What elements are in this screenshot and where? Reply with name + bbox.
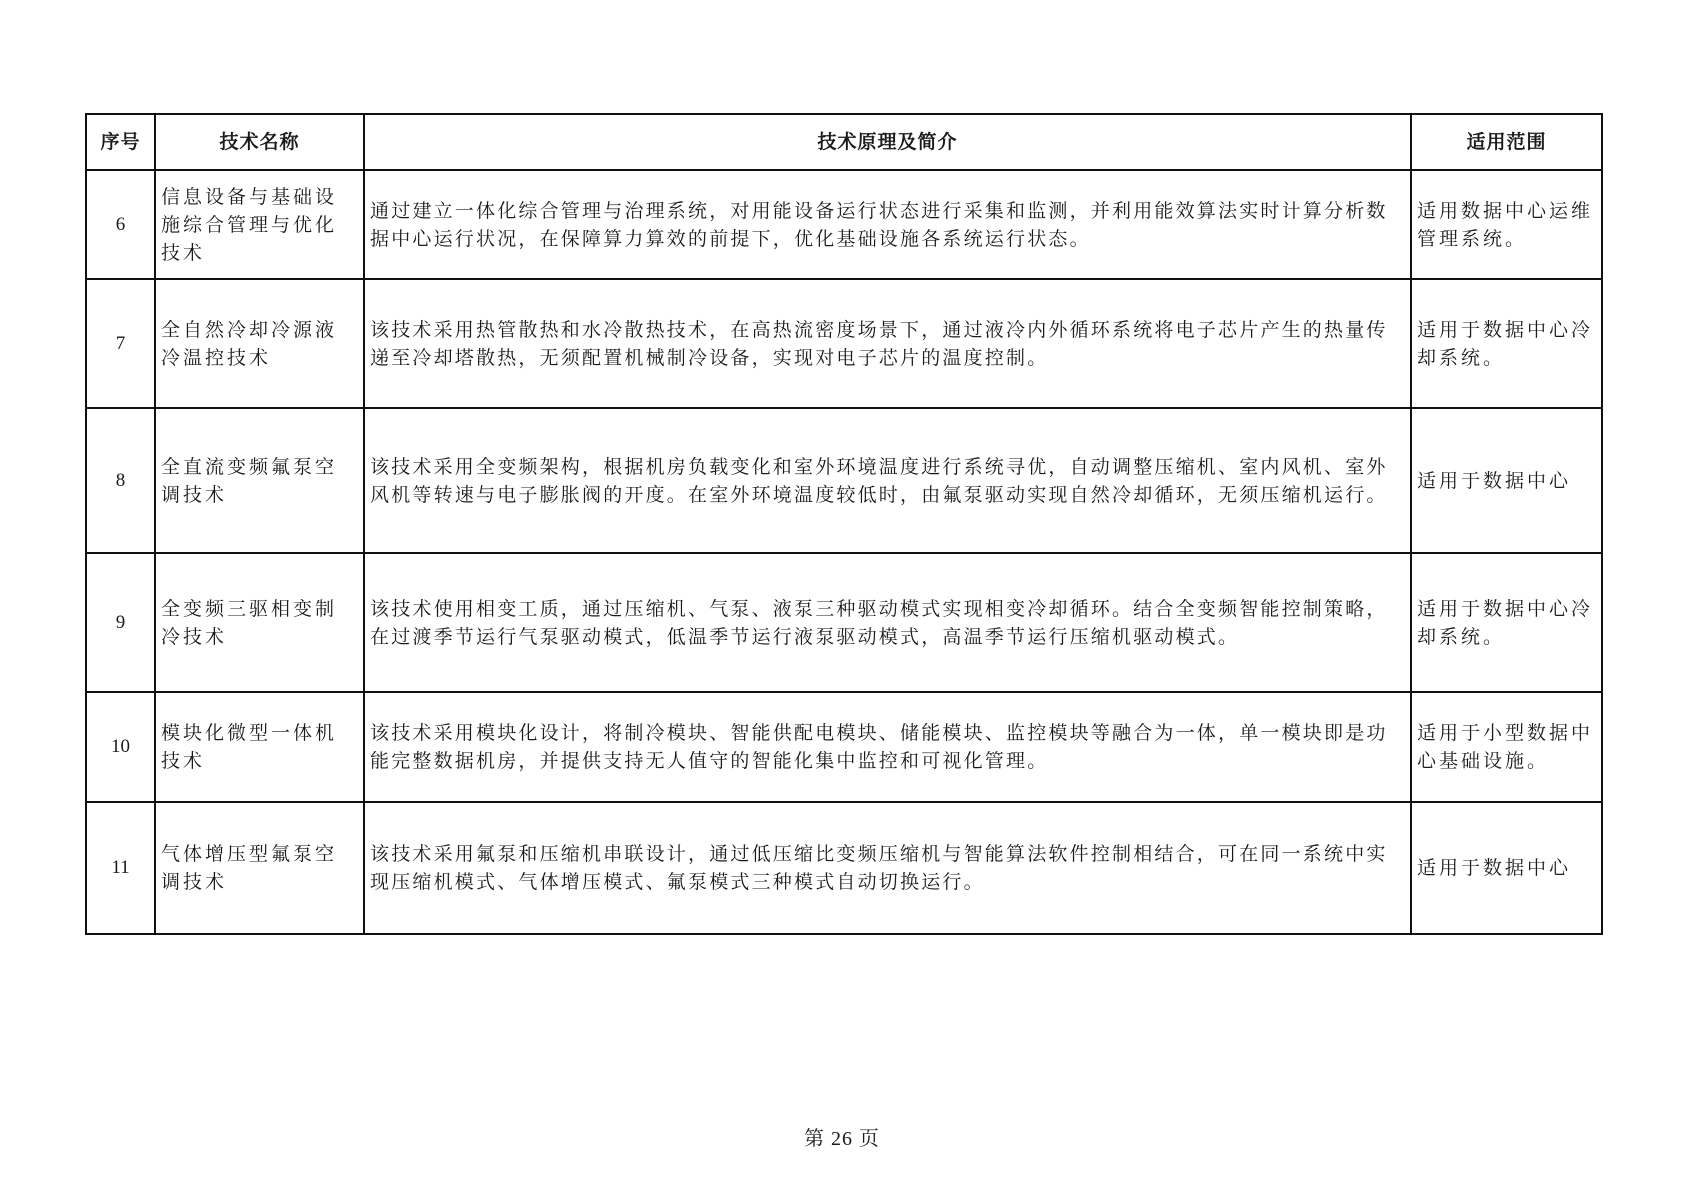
- row-description: 该技术使用相变工质，通过压缩机、气泵、液泵三种驱动模式实现相变冷却循环。结合全变频智能控制策略，在过渡季节运行气泵驱动模式，低温季节运行液泵驱动模式，高温季节运行压缩机驱动模式。: [364, 553, 1411, 692]
- row-applicable-scope: 适用于数据中心冷却系统。: [1411, 279, 1602, 408]
- row-applicable-scope: 适用于数据中心冷却系统。: [1411, 553, 1602, 692]
- row-serial-number: 7: [86, 279, 155, 408]
- technology-table: [85, 113, 1603, 935]
- table-header-row: [86, 114, 1602, 170]
- row-serial-number: 6: [86, 170, 155, 279]
- table-row: [86, 279, 1602, 408]
- row-serial-number: 11: [86, 802, 155, 934]
- row-technology-name: 全自然冷却冷源液冷温控技术: [155, 279, 364, 408]
- row-technology-name: 模块化微型一体机技术: [155, 692, 364, 802]
- row-applicable-scope: 适用于小型数据中心基础设施。: [1411, 692, 1602, 802]
- row-description: 该技术采用模块化设计，将制冷模块、智能供配电模块、储能模块、监控模块等融合为一体，单一模块即是功能完整数据机房，并提供支持无人值守的智能化集中监控和可视化管理。: [364, 692, 1411, 802]
- header-principle-description: 技术原理及简介: [364, 114, 1411, 170]
- row-applicable-scope: 适用数据中心运维管理系统。: [1411, 170, 1602, 279]
- table-row: [86, 553, 1602, 692]
- row-technology-name: 气体增压型氟泵空调技术: [155, 802, 364, 934]
- row-serial-number: 10: [86, 692, 155, 802]
- row-serial-number: 8: [86, 408, 155, 553]
- row-description: 该技术采用全变频架构，根据机房负载变化和室外环境温度进行系统寻优，自动调整压缩机、室内风机、室外风机等转速与电子膨胀阀的开度。在室外环境温度较低时，由氟泵驱动实现自然冷却循环，无须压缩机运行。: [364, 408, 1411, 553]
- header-applicable-scope: 适用范围: [1411, 114, 1602, 170]
- row-description: 该技术采用热管散热和水冷散热技术，在高热流密度场景下，通过液冷内外循环系统将电子芯片产生的热量传递至冷却塔散热，无须配置机械制冷设备，实现对电子芯片的温度控制。: [364, 279, 1411, 408]
- table-row: [86, 802, 1602, 934]
- table-row: [86, 408, 1602, 553]
- row-applicable-scope: 适用于数据中心: [1411, 408, 1602, 553]
- header-serial-number: 序号: [86, 114, 155, 170]
- table-row: [86, 692, 1602, 802]
- row-serial-number: 9: [86, 553, 155, 692]
- row-description: 通过建立一体化综合管理与治理系统，对用能设备运行状态进行采集和监测，并利用能效算法实时计算分析数据中心运行状况，在保障算力算效的前提下，优化基础设施各系统运行状态。: [364, 170, 1411, 279]
- row-technology-name: 全变频三驱相变制冷技术: [155, 553, 364, 692]
- row-technology-name: 信息设备与基础设施综合管理与优化技术: [155, 170, 364, 279]
- row-technology-name: 全直流变频氟泵空调技术: [155, 408, 364, 553]
- page-number: 第 26 页: [804, 1128, 880, 1150]
- row-description: 该技术采用氟泵和压缩机串联设计，通过低压缩比变频压缩机与智能算法软件控制相结合，可在同一系统中实现压缩机模式、气体增压模式、氟泵模式三种模式自动切换运行。: [364, 802, 1411, 934]
- header-technology-name: 技术名称: [155, 114, 364, 170]
- row-applicable-scope: 适用于数据中心: [1411, 802, 1602, 934]
- table-row: [86, 170, 1602, 279]
